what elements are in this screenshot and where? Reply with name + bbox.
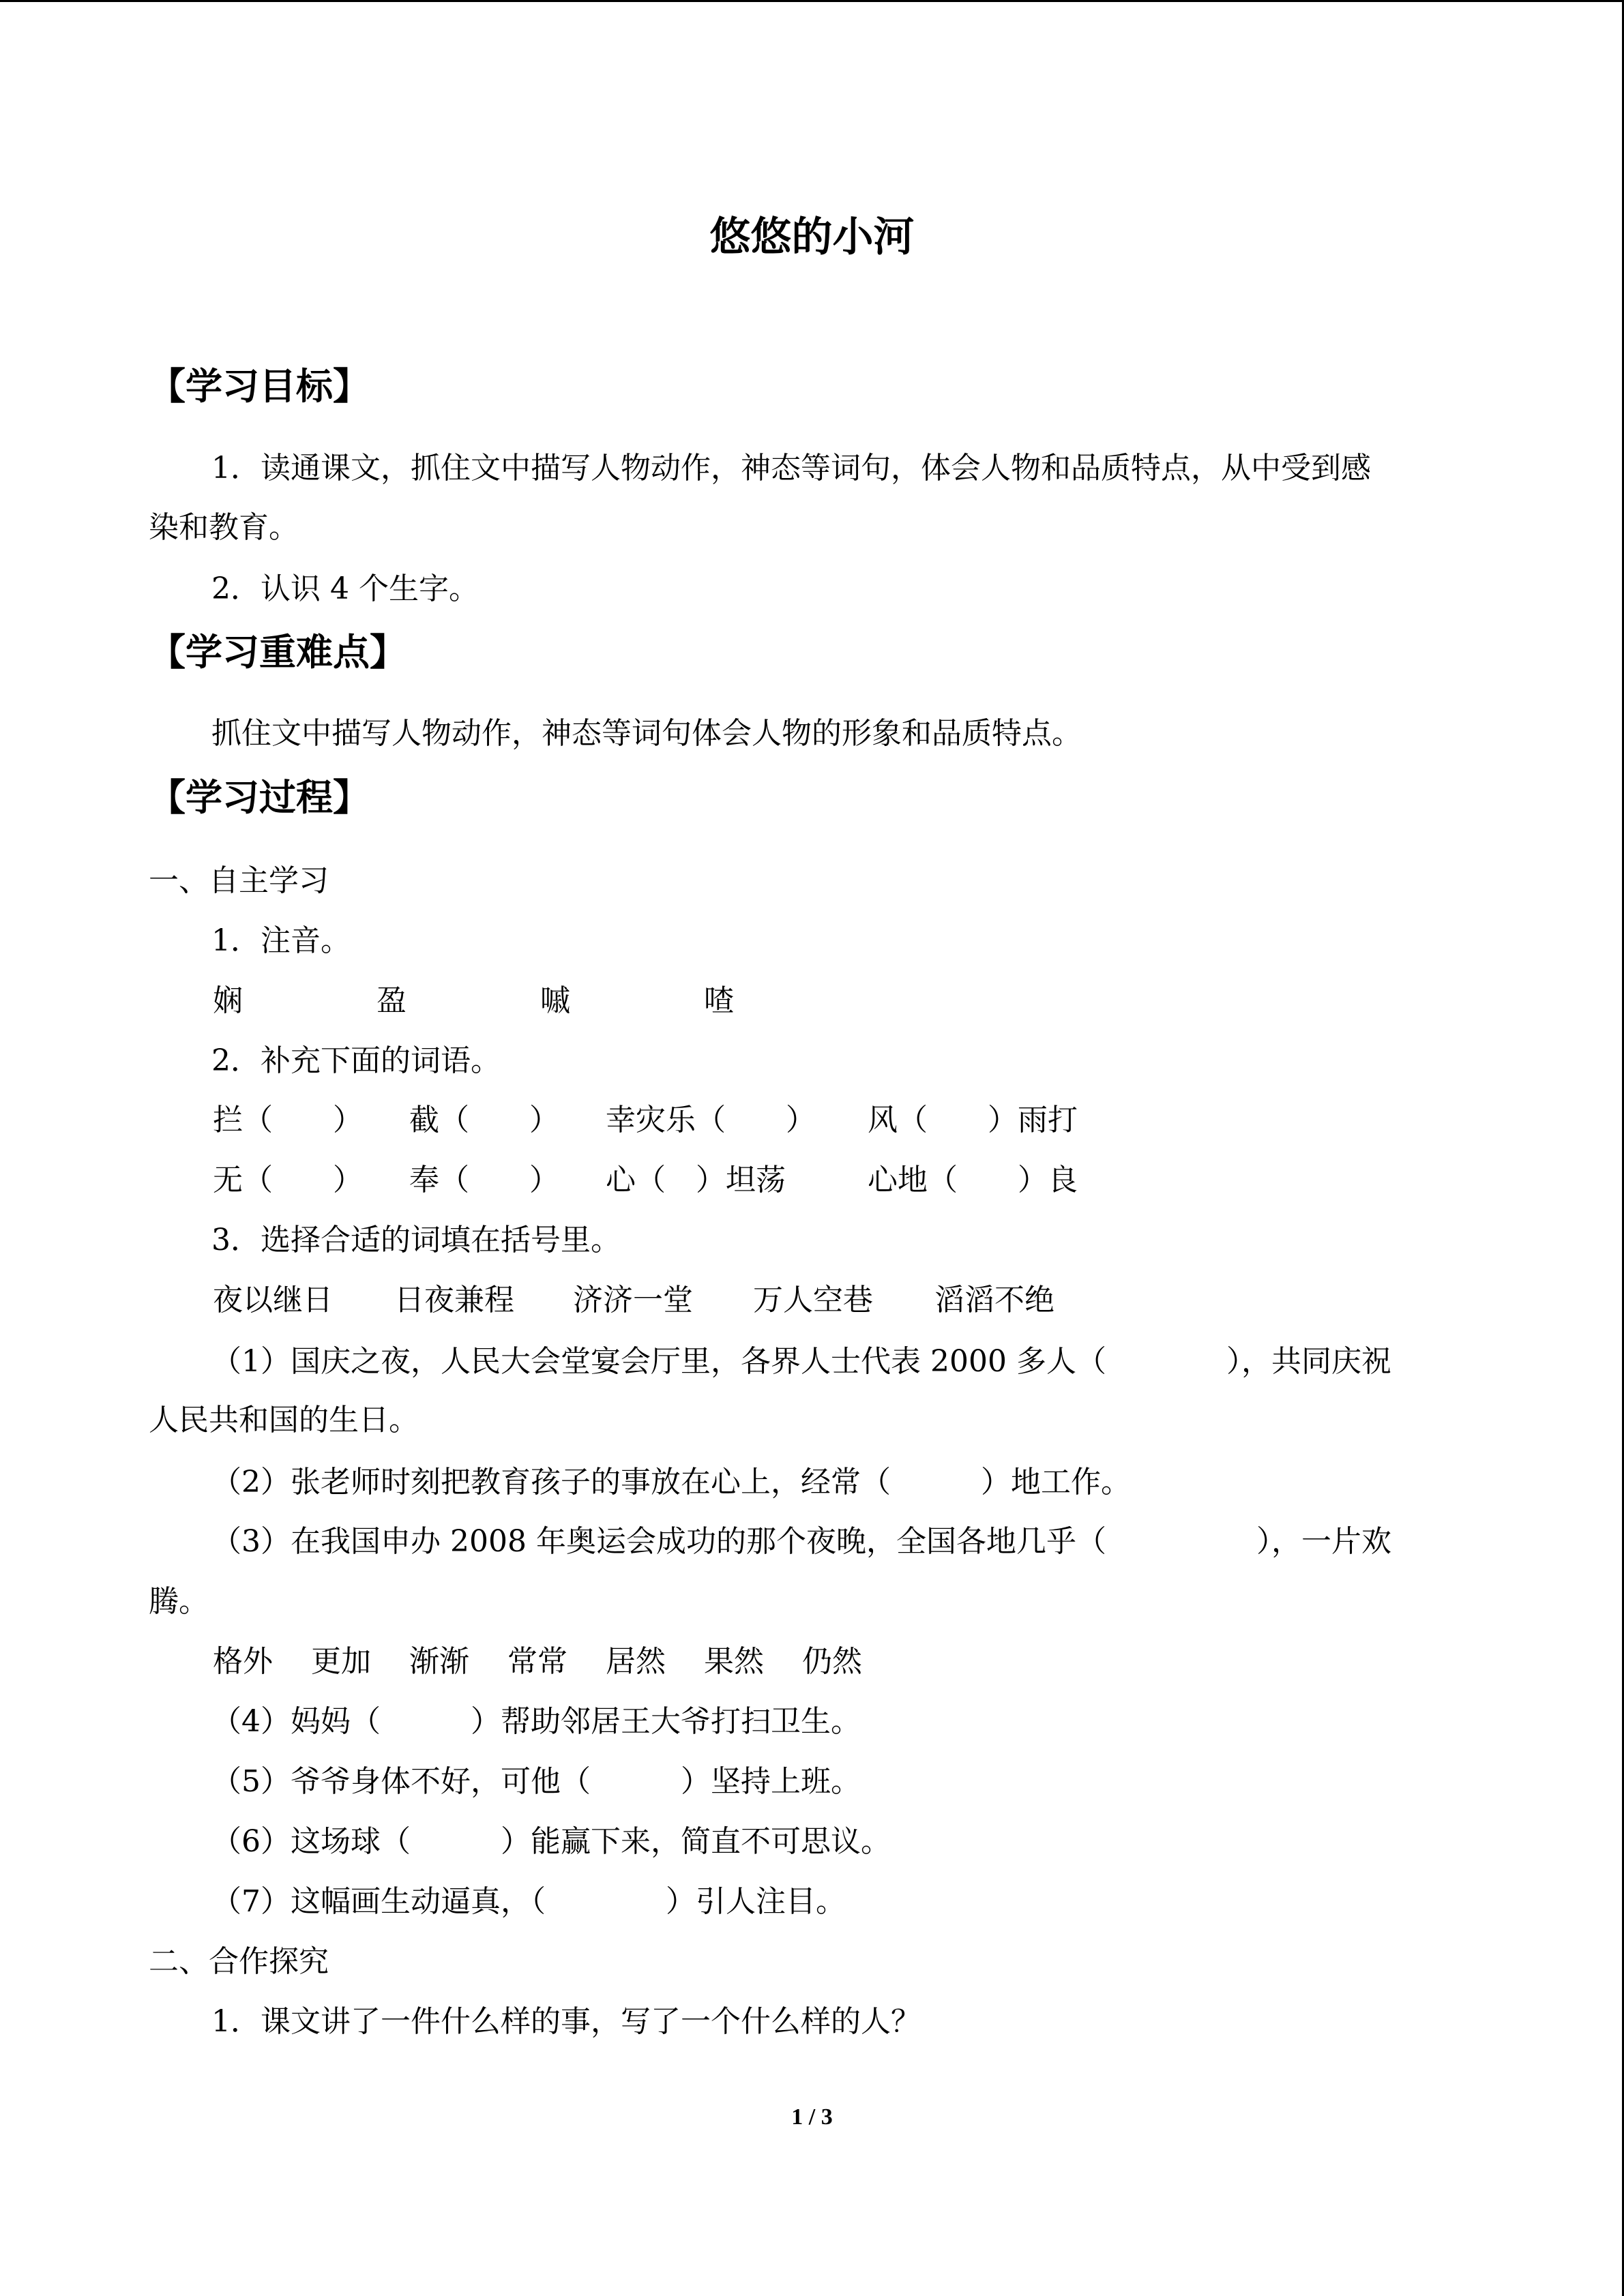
word-bank-item: 居然 bbox=[606, 1644, 666, 1679]
word-bank-item: 格外 bbox=[213, 1644, 273, 1679]
word-bank-item: 日夜兼程 bbox=[394, 1283, 514, 1317]
word-bank-item: 渐渐 bbox=[409, 1644, 469, 1679]
char-item: 娴 bbox=[213, 983, 243, 1018]
word-item: 截（ ） bbox=[409, 1103, 559, 1137]
pinyin-char-row bbox=[0, 980, 1624, 1022]
sentence-6: （6）这场球（ ）能赢下来，简直不可思议。 bbox=[211, 1824, 891, 1859]
part2-question-1: 1．课文讲了一件什么样的事，写了一个什么样的人？ bbox=[211, 2004, 921, 2039]
heading-learning-process: 【学习过程】 bbox=[149, 776, 370, 819]
sentence-7: （7）这幅画生动逼真，（ ）引人注目。 bbox=[211, 1884, 846, 1919]
sentence-5: （5）爷爷身体不好，可他（ ）坚持上班。 bbox=[211, 1764, 861, 1799]
goal-item-1-line-2: 染和教育。 bbox=[149, 510, 299, 545]
word-bank-item: 更加 bbox=[311, 1644, 371, 1679]
heading-learning-goals: 【学习目标】 bbox=[149, 365, 370, 408]
part1-title: 一、自主学习 bbox=[149, 863, 329, 898]
word-bank-item: 济济一堂 bbox=[573, 1283, 693, 1317]
word-item: 奉（ ） bbox=[409, 1163, 559, 1197]
sentence-3-line-1: （3）在我国申办 2008 年奥运会成功的那个夜晚，全国各地几乎（ ），一片欢 bbox=[211, 1524, 1391, 1559]
word-bank-item: 滔滔不绝 bbox=[934, 1283, 1054, 1317]
sentence-3-line-2: 腾。 bbox=[149, 1584, 209, 1619]
word-bank-2 bbox=[0, 1641, 1624, 1683]
word-bank-item: 万人空巷 bbox=[753, 1283, 873, 1317]
key-points-text: 抓住文中描写人物动作，神态等词句体会人物的形象和品质特点。 bbox=[211, 716, 1082, 751]
word-item: 心（ ）坦荡 bbox=[606, 1163, 786, 1197]
sentence-1-line-1: （1）国庆之夜，人民大会堂宴会厅里，各界人士代表 2000 多人（ ），共同庆祝 bbox=[211, 1344, 1391, 1379]
sentence-1-line-2: 人民共和国的生日。 bbox=[149, 1403, 419, 1437]
word-bank-item: 夜以继日 bbox=[213, 1283, 333, 1317]
goal-item-2: 2．认识 4 个生字。 bbox=[211, 571, 479, 606]
word-bank-1 bbox=[0, 1279, 1624, 1322]
part2-title: 二、合作探究 bbox=[149, 1944, 329, 1979]
page-title: 悠悠的小河 bbox=[709, 213, 915, 261]
char-item: 嘁 bbox=[540, 983, 570, 1018]
page-number: 1 / 3 bbox=[791, 2104, 833, 2130]
word-item: 无（ ） bbox=[213, 1163, 363, 1197]
sentence-2: （2）张老师时刻把教育孩子的事放在心上，经常（ ）地工作。 bbox=[211, 1465, 1131, 1500]
question-2: 2．补充下面的词语。 bbox=[211, 1043, 501, 1078]
word-fill-row-1 bbox=[0, 1099, 1624, 1142]
word-item: 幸灾乐（ ） bbox=[606, 1103, 816, 1137]
word-item: 风（ ）雨打 bbox=[868, 1103, 1078, 1137]
question-1: 1．注音。 bbox=[211, 923, 351, 958]
char-item: 喳 bbox=[704, 983, 734, 1018]
question-3: 3．选择合适的词填在括号里。 bbox=[211, 1223, 621, 1257]
sentence-4: （4）妈妈（ ）帮助邻居王大爷打扫卫生。 bbox=[211, 1704, 861, 1739]
page-top-border bbox=[0, 0, 1623, 2]
goal-item-1-line-1: 1．读通课文，抓住文中描写人物动作，神态等词句，体会人物和品质特点，从中受到感 bbox=[211, 451, 1371, 486]
char-item: 盈 bbox=[377, 983, 407, 1018]
word-bank-item: 常常 bbox=[507, 1644, 567, 1679]
word-item: 心地（ ）良 bbox=[868, 1163, 1078, 1197]
word-item: 拦（ ） bbox=[213, 1103, 363, 1137]
heading-key-points: 【学习重难点】 bbox=[149, 631, 407, 674]
word-bank-item: 仍然 bbox=[802, 1644, 862, 1679]
word-fill-row-2 bbox=[0, 1159, 1624, 1202]
word-bank-item: 果然 bbox=[704, 1644, 764, 1679]
